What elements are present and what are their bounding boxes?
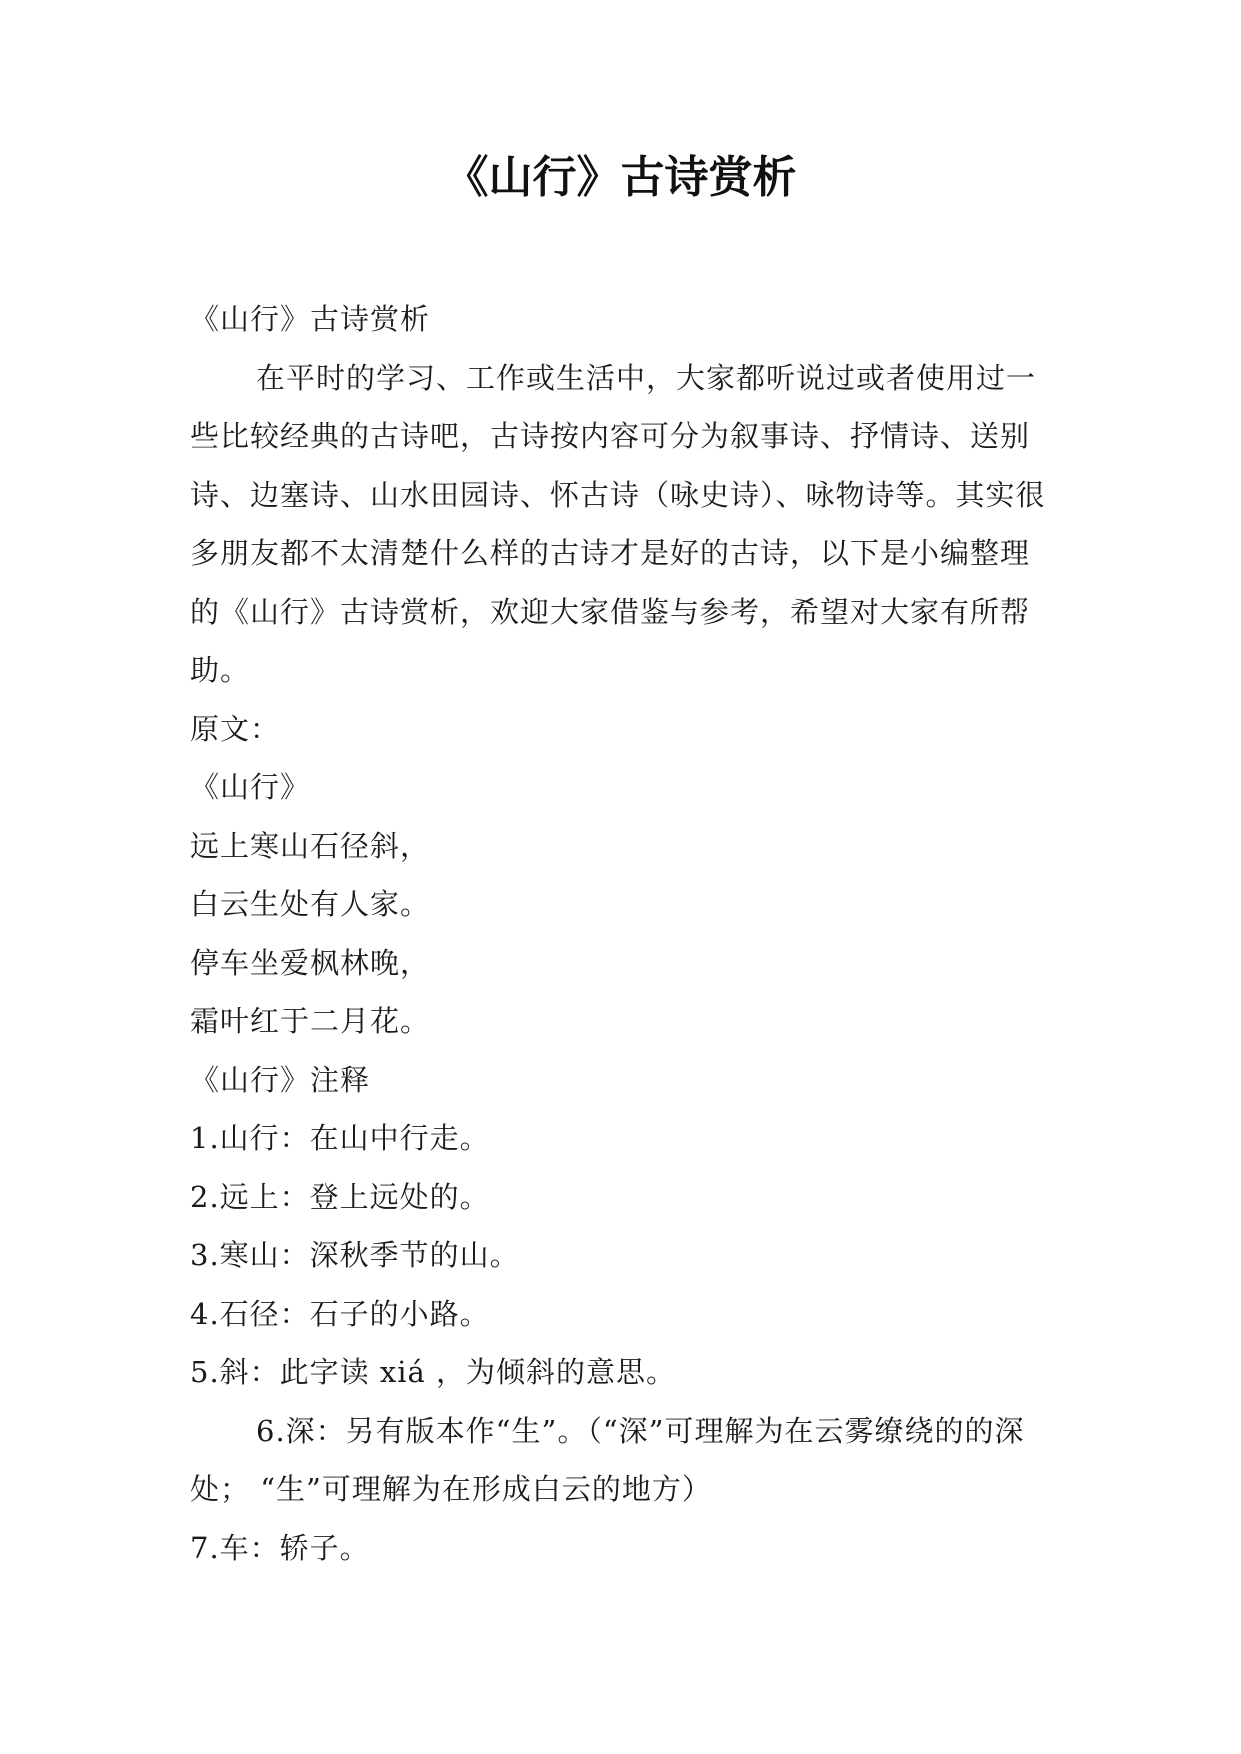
intro-paragraph: 在平时的学习、工作或生活中，大家都听说过或者使用过一些比较经典的古诗吧，古诗按内容可分为叙事诗、抒情诗、送别诗、边塞诗、山水田园诗、怀古诗（咏史诗）、咏物诗等。其实很多朋友都不太清楚什么样的古诗才是好的古诗，以下是小编整理的《山行》古诗赏析，欢迎大家借鉴与参考，希望对大家有所帮助。	[190, 360, 1046, 687]
notes-heading: 《山行》注释	[190, 1062, 371, 1097]
document-title: 《山行》古诗赏析	[444, 152, 797, 203]
poem-line: 停车坐爱枫林晚，	[190, 945, 431, 980]
original-label: 原文：	[190, 711, 281, 746]
note-item: 2.远上：登上远处的。	[190, 1179, 490, 1214]
note-item: 3.寒山：深秋季节的山。	[190, 1238, 520, 1272]
note-item: 7.车：轿子。	[190, 1530, 370, 1565]
poem-title: 《山行》	[190, 770, 311, 804]
note-item: 6.深：另有版本作“生”。（“深”可理解为在云雾缭绕的的深处； “生”可理解为在形成白云的地方）	[190, 1413, 1025, 1506]
note-item: 5.斜：此字读 xiá ，为倾斜的意思。	[190, 1355, 677, 1389]
note-item: 1.山行：在山中行走。	[190, 1121, 490, 1155]
note-item: 4.石径：石子的小路。	[190, 1296, 490, 1331]
poem-line: 远上寒山石径斜，	[190, 828, 431, 863]
document-body	[190, 290, 1052, 1577]
poem-line: 白云生处有人家。	[190, 887, 431, 921]
poem-line: 霜叶红于二月花。	[190, 1004, 431, 1038]
subtitle: 《山行》古诗赏析	[190, 302, 431, 336]
